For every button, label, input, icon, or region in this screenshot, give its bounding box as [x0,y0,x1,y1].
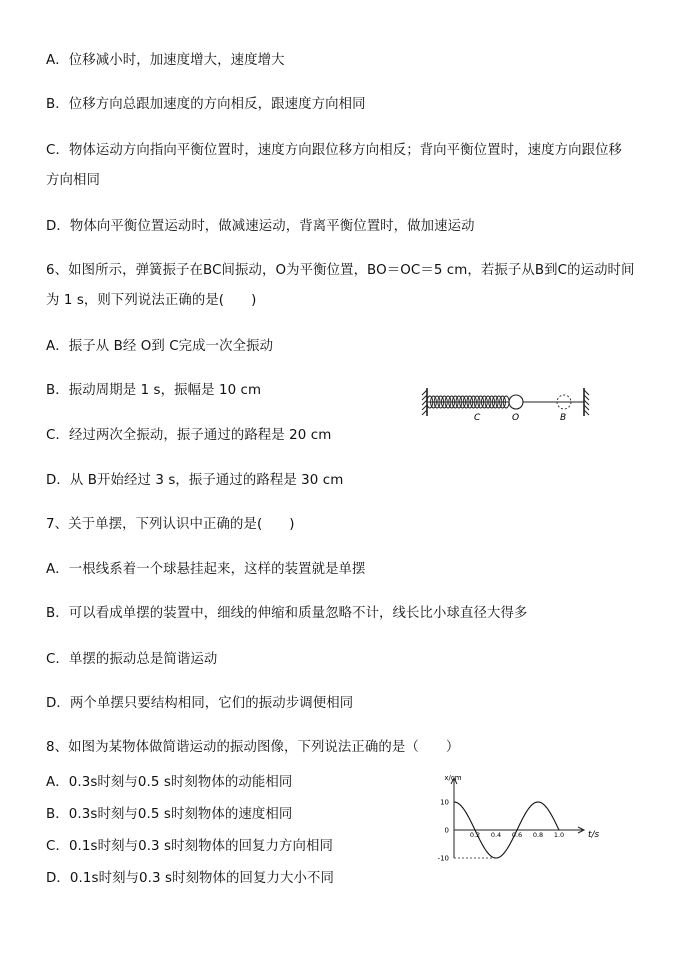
x-axis-label: t/s [588,830,600,840]
y-tick-label: 0 [444,826,449,835]
label-b: B [560,413,567,423]
q5-option-d: D．物体向平衡位置运动时，做减速运动，背离平衡位置时，做加速运动 [46,219,475,234]
q5-option-a: A．位移减小时，加速度增大，速度增大 [46,53,285,68]
q5-option-c-line1: C．物体运动方向指向平衡位置时，速度方向跟位移方向相反；背向平衡位置时，速度方向跟位移 [46,143,623,158]
q7-option-c: C．单摆的振动总是简谐运动 [46,652,218,667]
ball-at-o [509,395,523,409]
q5-option-b: B．位移方向总跟加速度的方向相反，跟速度方向相同 [46,97,366,112]
y-tick-label: 10 [440,798,449,807]
label-o: O [512,413,520,423]
x-tick-label: 0.4 [490,831,502,839]
x-tick-label: 0.8 [532,831,544,839]
q5-option-c-line2: 方向相同 [46,173,100,188]
right-wall [584,388,589,416]
q7-option-b: B．可以看成单摆的装置中，细线的伸缩和质量忽略不计，线长比小球直径大得多 [46,606,528,621]
y-axis-label: x/cm [444,774,462,782]
vibration-graph [428,772,604,864]
q7-option-d: D．两个单摆只要结构相同，它们的振动步调便相同 [46,696,354,711]
q7-option-a: A．一根线系着一个球悬挂起来，这样的装置就是单摆 [46,562,366,577]
q6-option-c: C．经过两次全振动，振子通过的路程是 20 cm [46,428,332,443]
x-tick-label: 0.2 [469,831,481,839]
spring-oscillator-figure [418,382,594,430]
left-wall [422,388,427,416]
q8-option-a: A．0.3s时刻与0.5 s时刻物体的动能相同 [46,775,293,790]
q8-option-c: C．0.1s时刻与0.3 s时刻物体的回复力方向相同 [46,839,333,854]
q6-stem-line2: 为 1 s，则下列说法正确的是( ) [46,293,257,308]
x-tick-label: 1.0 [553,831,565,839]
q8-option-d: D．0.1s时刻与0.3 s时刻物体的回复力大小不同 [46,871,334,886]
q6-stem-line1: 6、如图所示，弹簧振子在BC间振动，O为平衡位置，BO＝OC＝5 cm，若振子从B到C的运动时间 [46,263,635,278]
x-tick-label: 0.6 [511,831,523,839]
q8-option-b: B．0.3s时刻与0.5 s时刻物体的速度相同 [46,807,293,822]
q7-stem: 7、关于单摆，下列认识中正确的是( ) [46,517,295,532]
y-tick-label: -10 [437,854,449,863]
q6-option-a: A．振子从 B经 O到 C完成一次全振动 [46,339,274,354]
q8-stem: 8、如图为某物体做简谐运动的振动图像，下列说法正确的是（ ） [46,740,460,755]
label-c: C [474,413,481,423]
q6-option-d: D．从 B开始经过 3 s，振子通过的路程是 30 cm [46,473,344,488]
q6-option-b: B．振动周期是 1 s，振幅是 10 cm [46,383,262,398]
